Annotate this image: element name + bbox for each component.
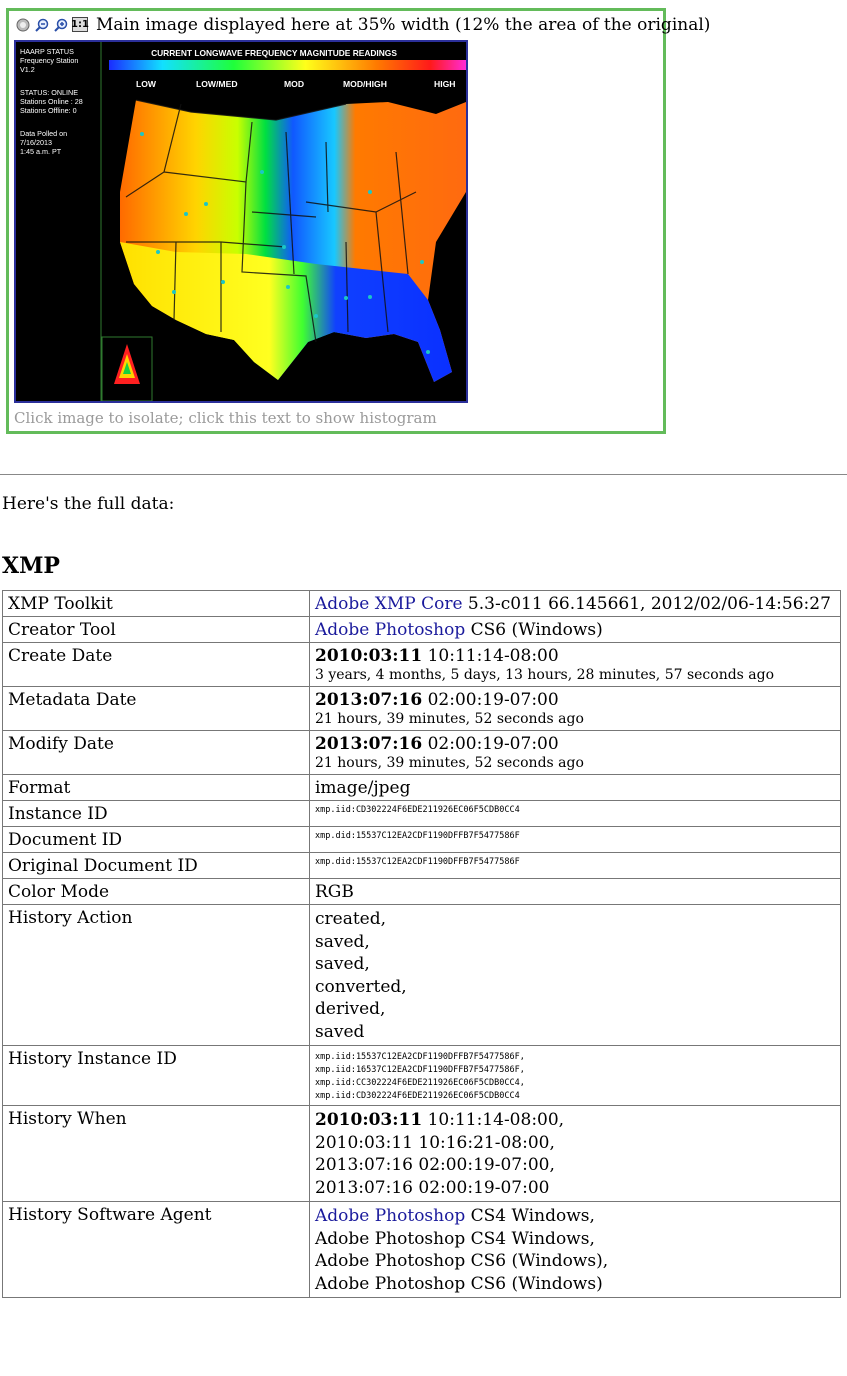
svg-text:Stations Online : 28: Stations Online : 28 <box>20 97 83 106</box>
row-key: History Action <box>3 905 310 1046</box>
row-value: 2013:07:16 02:00:19-07:00 21 hours, 39 minutes, 52 seconds ago <box>310 687 841 731</box>
haarp-map-image <box>16 42 466 401</box>
row-key: Create Date <box>3 643 310 687</box>
row-value: RGB <box>310 879 841 905</box>
row-key: Modify Date <box>3 731 310 775</box>
viewer-caption: Main image displayed here at 35% width (12% the area of the original) <box>96 15 711 35</box>
svg-text:V1.2: V1.2 <box>20 65 35 74</box>
table-row <box>3 905 841 1046</box>
intro-text: Here's the full data: <box>2 494 175 514</box>
table-row <box>3 879 841 905</box>
photoshop-link[interactable]: Adobe Photoshop <box>315 1206 466 1226</box>
row-value: xmp.did:15537C12EA2CDF1190DFFB7F5477586F <box>310 853 841 879</box>
row-key: Creator Tool <box>3 617 310 643</box>
table-row <box>3 617 841 643</box>
section-title: XMP <box>2 553 60 579</box>
row-key: Color Mode <box>3 879 310 905</box>
svg-text:MOD: MOD <box>284 79 305 89</box>
divider <box>0 474 847 475</box>
histogram-toggle[interactable]: Click image to isolate; click this text to show histogram <box>14 409 437 427</box>
row-value: created, saved, saved, converted, derived, saved <box>310 905 841 1046</box>
svg-text:HAARP STATUS: HAARP STATUS <box>20 47 74 56</box>
row-key: Instance ID <box>3 801 310 827</box>
row-value: 2010:03:11 10:11:14-08:00, 2010:03:11 10:16:21-08:00, 2013:07:16 02:00:19-07:00, 2013:07:16 02:00:19-07:00 <box>310 1106 841 1202</box>
row-key: Metadata Date <box>3 687 310 731</box>
row-value: 2013:07:16 02:00:19-07:00 21 hours, 39 minutes, 52 seconds ago <box>310 731 841 775</box>
zoom-in-icon[interactable] <box>53 17 68 32</box>
table-row <box>3 591 841 617</box>
row-key: XMP Toolkit <box>3 591 310 617</box>
row-value: Adobe Photoshop CS6 (Windows) <box>310 617 841 643</box>
reset-icon[interactable] <box>15 17 30 32</box>
row-value: xmp.iid:CD302224F6EDE211926EC06F5CDB0CC4 <box>310 801 841 827</box>
svg-text:LOW/MED: LOW/MED <box>196 79 238 89</box>
row-value: 2010:03:11 10:11:14-08:00 3 years, 4 months, 5 days, 13 hours, 28 minutes, 57 seconds ago <box>310 643 841 687</box>
row-value: Adobe XMP Core 5.3-c011 66.145661, 2012/02/06-14:56:27 <box>310 591 841 617</box>
row-key: History Software Agent <box>3 1202 310 1298</box>
zoom-out-icon[interactable] <box>34 17 49 32</box>
table-row <box>3 1046 841 1106</box>
row-key: History When <box>3 1106 310 1202</box>
table-row <box>3 1202 841 1298</box>
svg-text:HIGH: HIGH <box>434 79 456 89</box>
table-row <box>3 853 841 879</box>
row-key: Original Document ID <box>3 853 310 879</box>
svg-text:LOW: LOW <box>136 79 157 89</box>
row-key: Format <box>3 775 310 801</box>
row-value: xmp.iid:15537C12EA2CDF1190DFFB7F5477586F, xmp.iid:16537C12EA2CDF1190DFFB7F5477586F, xmp.iid:CC302224F6EDE211926EC06F5CDB0CC4, xmp.iid:CD302224F6EDE211926EC06F5CDB0CC4 <box>310 1046 841 1106</box>
actual-size-button[interactable]: 1:1 <box>71 19 89 30</box>
row-value: image/jpeg <box>310 775 841 801</box>
svg-text:CURRENT LONGWAVE FREQUENCY MAG: CURRENT LONGWAVE FREQUENCY MAGNITUDE READINGS <box>151 48 397 58</box>
xmp-table <box>2 590 841 1298</box>
table-row <box>3 827 841 853</box>
svg-text:Stations Offline: 0: Stations Offline: 0 <box>20 106 77 115</box>
table-row <box>3 687 841 731</box>
svg-text:STATUS: ONLINE: STATUS: ONLINE <box>20 88 79 97</box>
row-value: Adobe Photoshop CS4 Windows, Adobe Photoshop CS4 Windows, Adobe Photoshop CS6 (Windows), Adobe Photoshop CS6 (Windows) <box>310 1202 841 1298</box>
table-row <box>3 643 841 687</box>
svg-text:Frequency Station: Frequency Station <box>20 56 79 65</box>
table-row <box>3 775 841 801</box>
svg-text:7/16/2013: 7/16/2013 <box>20 138 52 147</box>
table-row <box>3 731 841 775</box>
photoshop-link[interactable]: Adobe Photoshop <box>315 620 466 640</box>
viewer-toolbar <box>15 17 88 32</box>
main-image[interactable] <box>14 40 468 403</box>
svg-text:MOD/HIGH: MOD/HIGH <box>343 79 387 89</box>
row-value: xmp.did:15537C12EA2CDF1190DFFB7F5477586F <box>310 827 841 853</box>
row-key: Document ID <box>3 827 310 853</box>
haarp-logo <box>102 337 152 401</box>
svg-text:Data Polled on: Data Polled on <box>20 129 68 138</box>
table-row <box>3 1106 841 1202</box>
image-viewer <box>6 8 711 434</box>
table-row <box>3 801 841 827</box>
xmp-core-link[interactable]: Adobe XMP Core <box>315 594 463 614</box>
row-key: History Instance ID <box>3 1046 310 1106</box>
svg-text:1:45 a.m. PT: 1:45 a.m. PT <box>20 147 62 156</box>
